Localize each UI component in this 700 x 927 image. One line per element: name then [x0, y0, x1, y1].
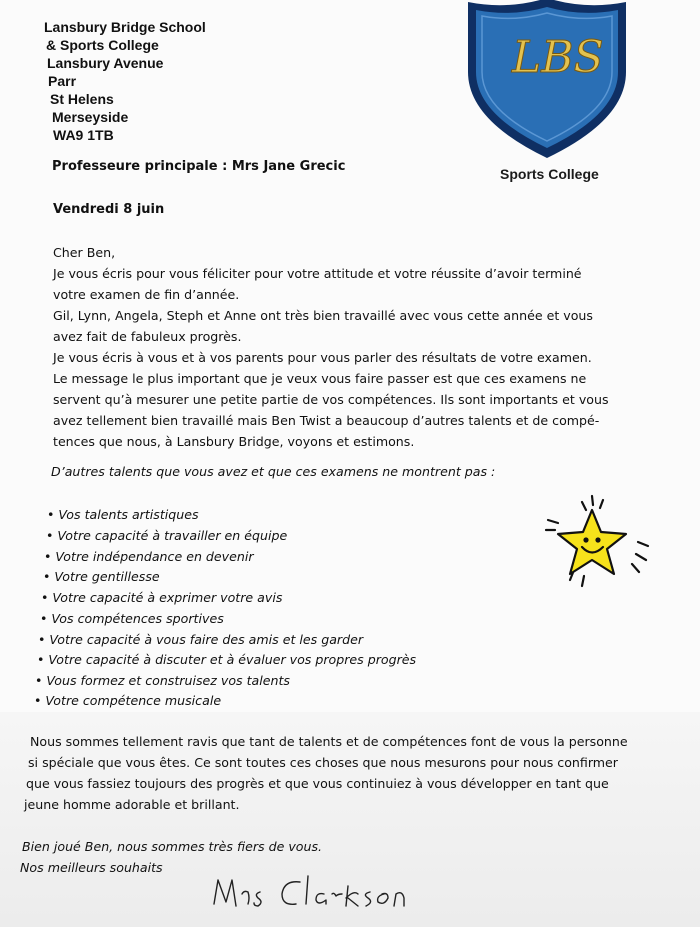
address-line: Lansbury Avenue	[47, 55, 164, 71]
list-item: • Votre capacité à discuter et à évaluer vos propres progrès	[37, 652, 417, 667]
closing-line: que vous fassiez toujours des progrès et que vous continuiez à vous développer en tant que	[26, 776, 609, 791]
list-item: • Votre indépendance en devenir	[44, 549, 254, 564]
body-line: votre examen de fin d’année.	[53, 287, 240, 302]
address-line: WA9 1TB	[53, 127, 114, 143]
address-line: & Sports College	[46, 37, 159, 53]
list-item: • Vos compétences sportives	[40, 611, 224, 626]
list-item: • Vous formez et construisez vos talents	[35, 673, 290, 688]
body-line: Je vous écris pour vous féliciter pour votre attitude et votre réussite d’avoir terminé	[53, 266, 582, 281]
praise-line: Bien joué Ben, nous sommes très fiers de vous.	[22, 839, 323, 854]
list-item: • Votre capacité à exprimer votre avis	[41, 590, 283, 605]
list-item: • Votre capacité à travailler en équipe	[46, 528, 288, 543]
closing-line: Nous sommes tellement ravis que tant de talents et de compétences font de vous la personne	[30, 734, 628, 749]
body-line: Je vous écris à vous et à vos parents pour vous parler des résultats de votre examen.	[53, 350, 592, 365]
handwritten-signature	[208, 868, 408, 918]
body-line: tences que nous, à Lansbury Bridge, voyons et estimons.	[53, 434, 415, 449]
school-crest-logo	[464, 0, 630, 160]
crest-letter-l: LBS	[512, 32, 604, 83]
address-line: Parr	[48, 73, 77, 89]
address-line: St Helens	[50, 91, 114, 107]
list-item: • Votre capacité à vous faire des amis et les garder	[38, 632, 364, 647]
body-line: avez tellement bien travaillé mais Ben Twist a beaucoup d’autres talents et de compé-	[53, 413, 600, 428]
salutation: Cher Ben,	[53, 245, 116, 260]
talents-intro: D’autres talents que vous avez et que ces examens ne montrent pas :	[51, 464, 496, 479]
crest-caption: Sports College	[500, 166, 599, 182]
teacher-line: Professeure principale : Mrs Jane Grecic	[52, 159, 346, 174]
body-line: avez fait de fabuleux progrès.	[53, 329, 242, 344]
list-item: • Votre gentillesse	[43, 569, 160, 584]
closing-line: jeune homme adorable et brillant.	[24, 797, 240, 812]
smiling-star-icon	[540, 490, 655, 590]
closing-line: si spéciale que vous êtes. Ce sont toutes ces choses que nous mesurons pour nous confirmer	[28, 755, 618, 770]
regards-line: Nos meilleurs souhaits	[20, 860, 163, 875]
body-line: Gil, Lynn, Angela, Steph et Anne ont très bien travaillé avec vous cette année et vous	[53, 308, 593, 323]
letter-date: Vendredi 8 juin	[53, 202, 165, 217]
body-line: Le message le plus important que je veux vous faire passer est que ces examens ne	[53, 371, 587, 386]
list-item: • Vos talents artistiques	[47, 507, 199, 522]
list-item: • Votre compétence musicale	[34, 693, 222, 708]
address-line: Lansbury Bridge School	[44, 19, 206, 35]
address-line: Merseyside	[52, 109, 129, 125]
body-line: servent qu’à mesurer une petite partie de vos compétences. Ils sont importants et vous	[53, 392, 609, 407]
